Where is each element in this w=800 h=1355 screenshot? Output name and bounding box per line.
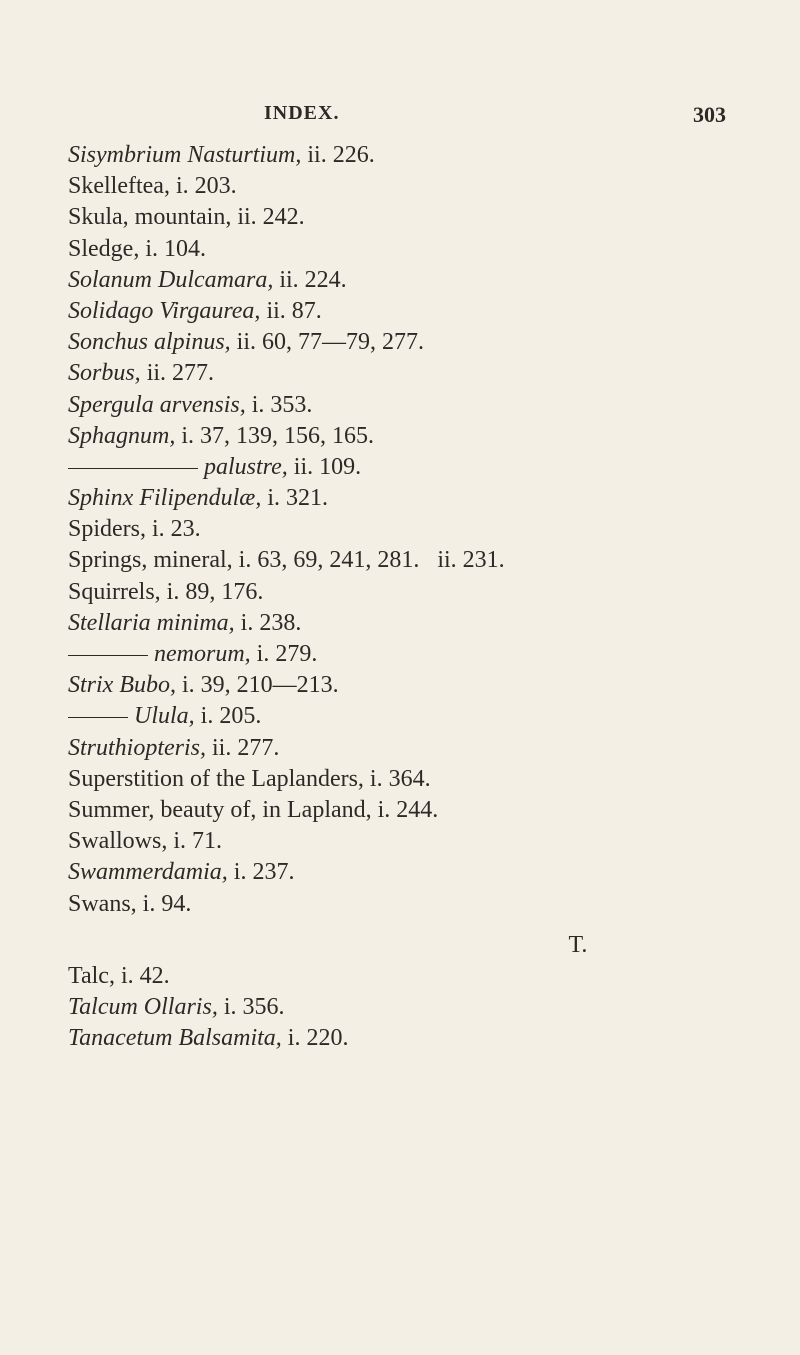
- index-entry: Sledge, i. 104.: [68, 235, 206, 262]
- page-header: [0, 102, 800, 132]
- index-entry: Sorbus, ii. 277.: [68, 360, 215, 387]
- index-entry: palustre, ii. 109.: [68, 452, 788, 483]
- ditto-dash: [68, 655, 148, 656]
- index-entries: [68, 140, 788, 1054]
- index-entry: Spergula arvensis, i. 353.: [68, 391, 313, 418]
- ditto-dash: [68, 717, 128, 718]
- index-entry: Solidago Virgaurea, ii. 87.: [68, 297, 322, 324]
- index-entry: Sphagnum, i. 37, 139, 156, 165.: [68, 422, 375, 449]
- index-entry: Sonchus alpinus, ii. 60, 77—79, 277.: [68, 329, 425, 356]
- page-number: 303: [693, 102, 726, 127]
- ditto-dash: [68, 468, 198, 469]
- index-entry: Skula, mountain, ii. 242.: [68, 204, 305, 231]
- section-letter: T.: [568, 931, 588, 958]
- index-entry: Summer, beauty of, in Lapland, i. 244.: [68, 796, 439, 823]
- index-entry: Springs, mineral, i. 63, 69, 241, 281. ii. 231.: [68, 547, 505, 574]
- index-entry: Talcum Ollaris, i. 356.: [68, 994, 285, 1021]
- index-entry: Spiders, i. 23.: [68, 516, 201, 543]
- index-entry: Skelleftea, i. 203.: [68, 173, 237, 200]
- index-entry: Solanum Dulcamara, ii. 224.: [68, 266, 347, 293]
- index-entry: Stellaria minima, i. 238.: [68, 609, 302, 636]
- index-entry: nemorum, i. 279.: [68, 639, 788, 670]
- index-entry: Struthiopteris, ii. 277.: [68, 734, 280, 761]
- index-entry: Sisymbrium Nasturtium, ii. 226.: [68, 142, 375, 168]
- index-entry: Swans, i. 94.: [68, 890, 192, 917]
- index-entry: Swallows, i. 71.: [68, 828, 223, 855]
- index-entry: Ulula, i. 205.: [68, 701, 788, 732]
- index-entry: Sphinx Filipendulæ, i. 321.: [68, 485, 328, 512]
- index-entry: Squirrels, i. 89, 176.: [68, 578, 264, 605]
- index-entry: Strix Bubo, i. 39, 210—213.: [68, 672, 339, 699]
- running-head: INDEX.: [264, 102, 340, 124]
- index-entry: Swammerdamia, i. 237.: [68, 859, 295, 886]
- index-entry: Talc, i. 42.: [68, 962, 170, 989]
- index-entry: Tanacetum Balsamita, i. 220.: [68, 1025, 349, 1052]
- index-entry: Superstition of the Laplanders, i. 364.: [68, 765, 431, 792]
